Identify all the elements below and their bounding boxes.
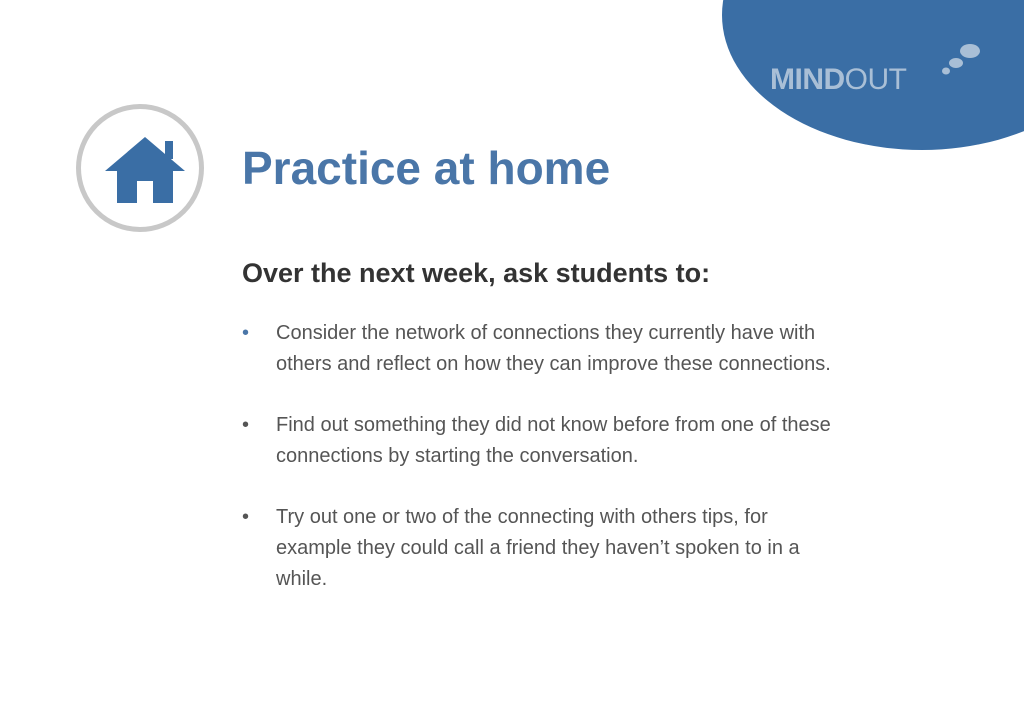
speech-bubbles-icon <box>938 39 988 79</box>
bullet-dot: • <box>242 506 250 528</box>
home-icon <box>105 137 185 203</box>
list-item <box>242 502 842 595</box>
bullet-text: Consider the network of connections they currently have with others and reflect on how they can improve these connections. <box>276 322 831 375</box>
bullet-list <box>242 318 842 625</box>
mindout-logo <box>770 55 906 95</box>
bullet-dot: • <box>242 322 250 344</box>
list-item <box>242 318 842 380</box>
page-title: Practice at home <box>242 142 611 194</box>
list-item <box>242 410 842 472</box>
bullet-text: Try out one or two of the connecting with others tips, for example they could call a friend they haven’t spoken to in a while. <box>276 506 800 590</box>
bullet-dot: • <box>242 414 250 436</box>
logo-bold-text: MIND <box>770 63 845 96</box>
home-icon-badge <box>76 104 204 232</box>
logo-light-text: OUT <box>844 63 907 96</box>
bullet-text: Find out something they did not know before from one of these connections by starting the conversation. <box>276 414 831 467</box>
section-subtitle: Over the next week, ask students to: <box>242 258 711 288</box>
